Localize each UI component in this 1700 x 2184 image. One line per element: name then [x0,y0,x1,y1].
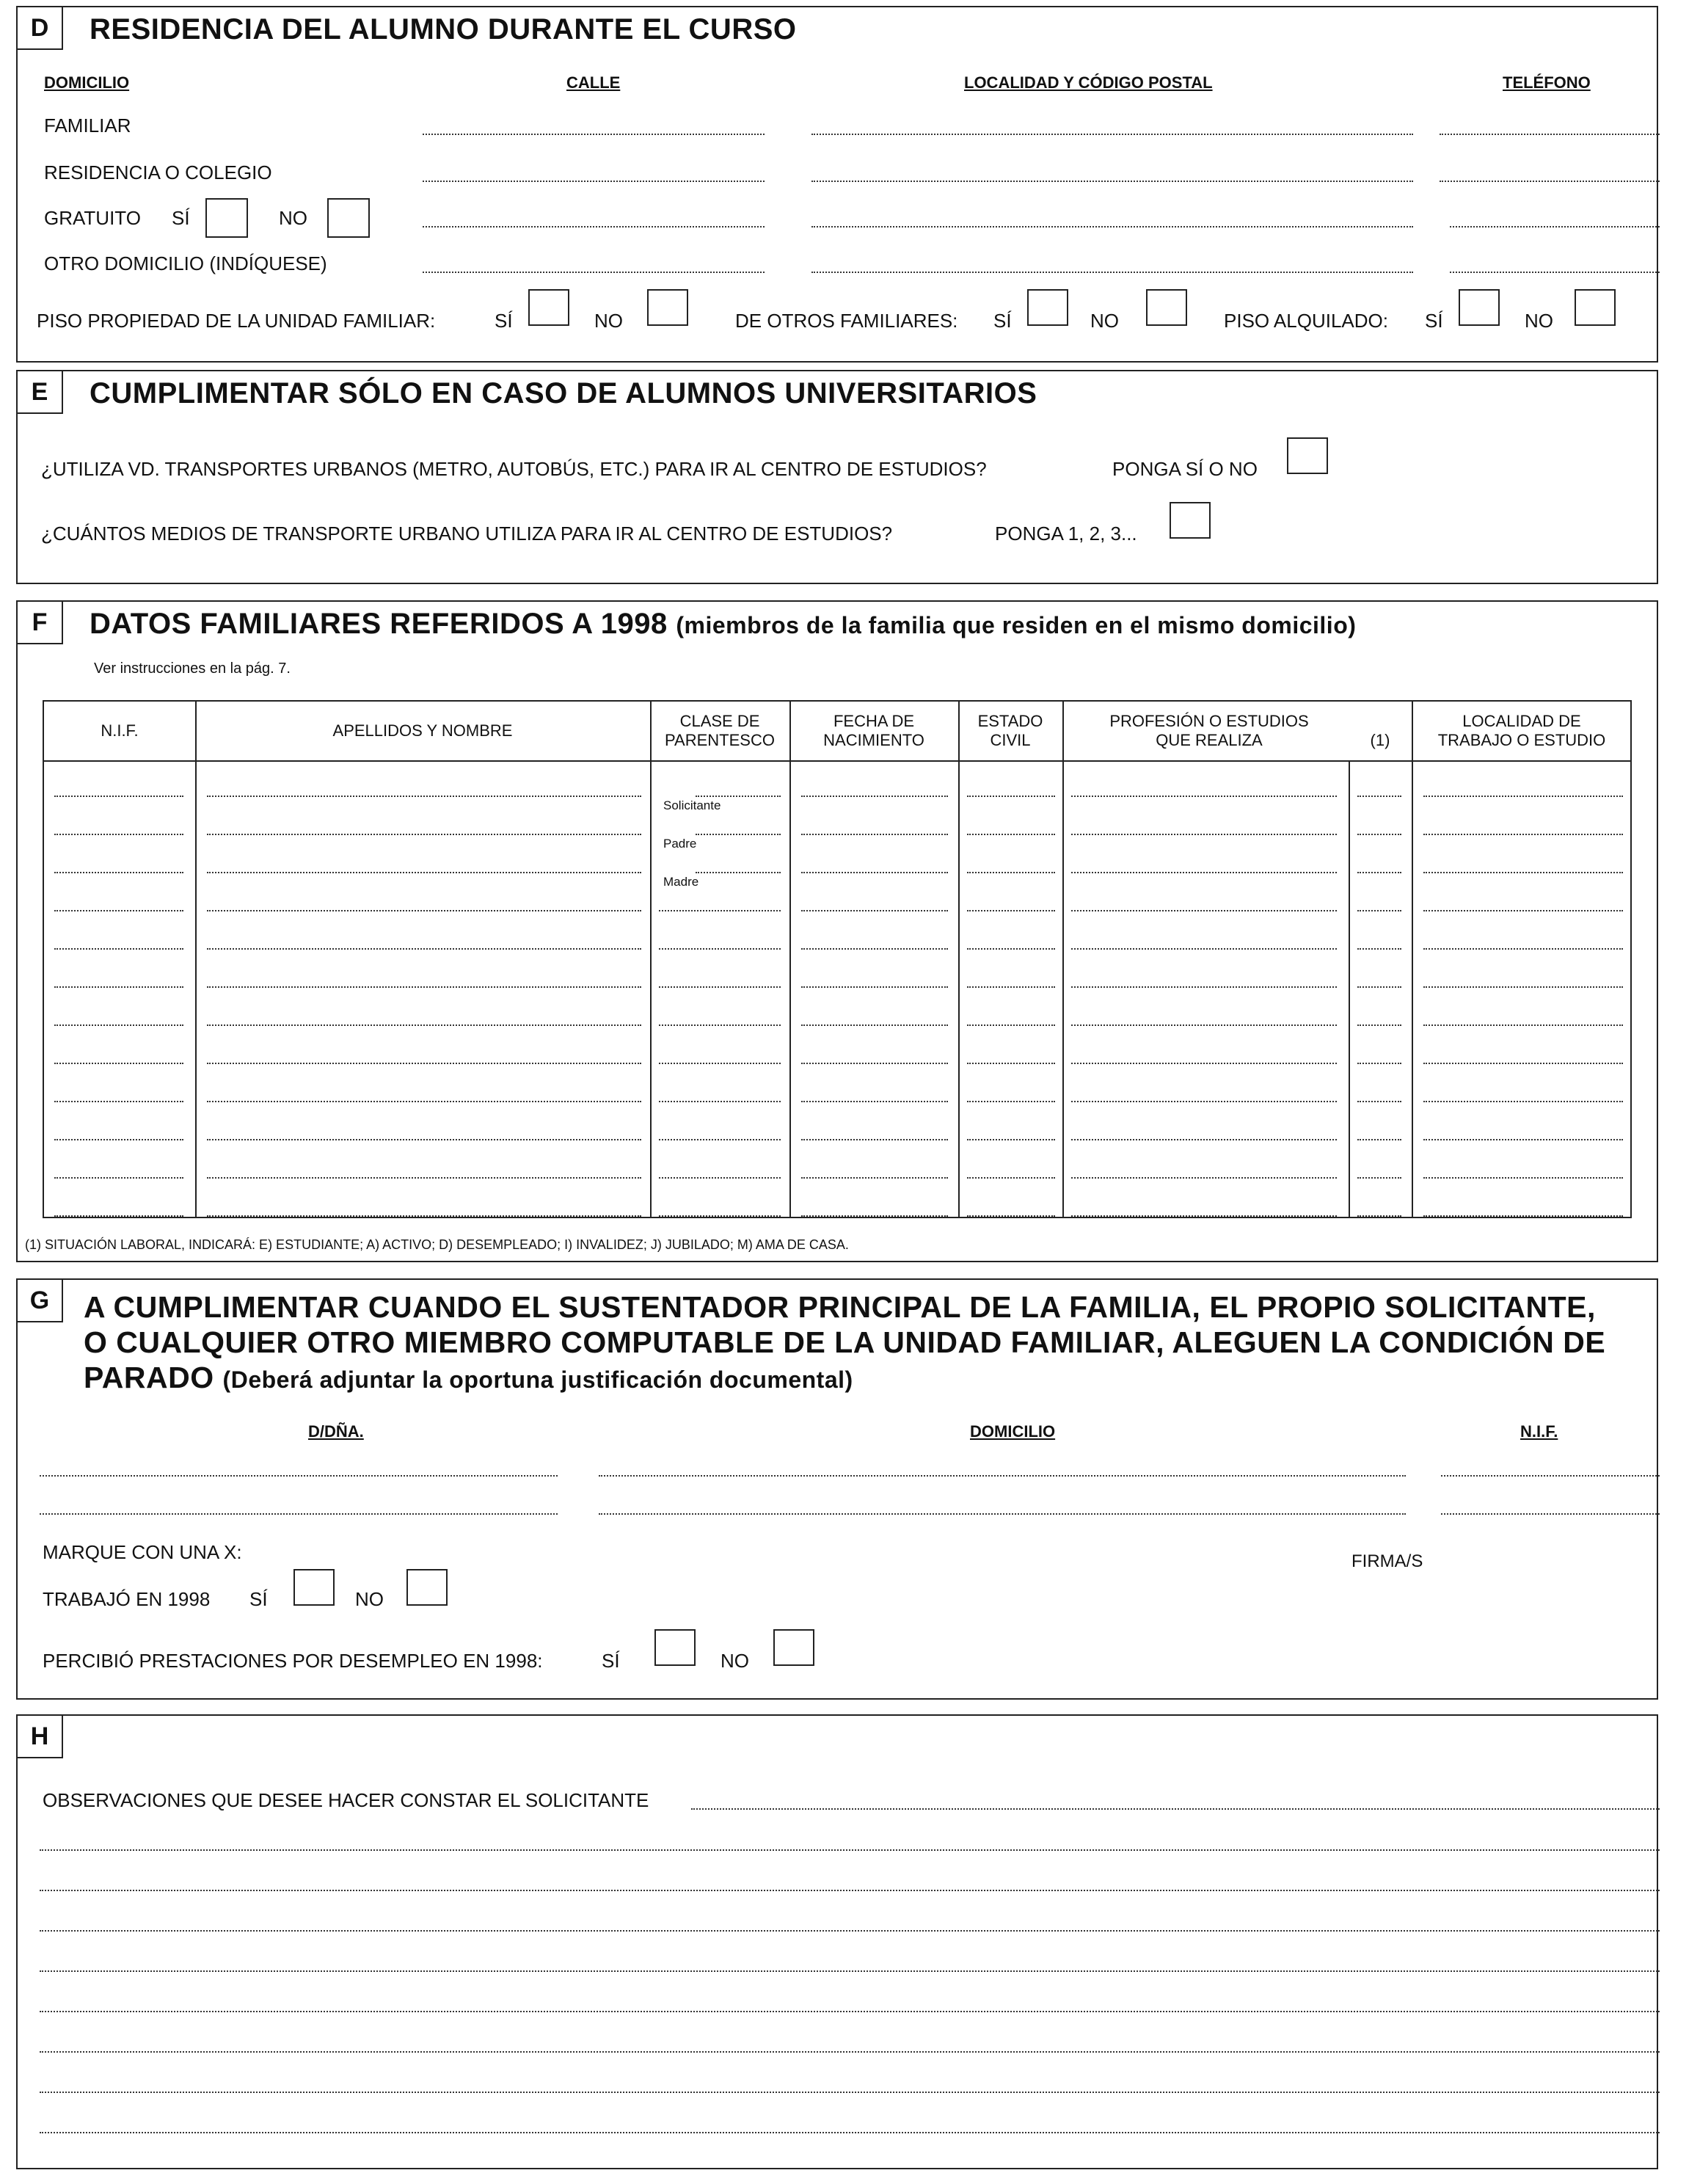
label-otro-domicilio: OTRO DOMICILIO (INDÍQUESE) [44,252,327,274]
h-observaciones-line[interactable] [40,1930,1660,1932]
family-table-cell[interactable] [1423,1139,1623,1140]
g-nif-field-2[interactable] [1441,1513,1660,1515]
family-table-cell[interactable] [1071,1101,1337,1102]
family-table-cell[interactable] [1071,910,1337,911]
family-table-cell[interactable] [207,1215,641,1217]
family-table-cell[interactable] [1357,1101,1401,1102]
label-otros-familiares: DE OTROS FAMILIARES: [735,310,958,332]
family-table-cell[interactable] [659,910,781,911]
g-trabajo-si-label: SÍ [249,1588,268,1610]
g-header-domicilio: DOMICILIO [970,1422,1056,1441]
family-table-cell[interactable] [1357,796,1401,797]
family-table-cell[interactable] [1423,834,1623,835]
e-q1-label: ¿UTILIZA VD. TRANSPORTES URBANOS (METRO, AUTOBÚS, ETC.) PARA IR AL CENTRO DE ESTUDIOS? [41,458,987,480]
family-table-cell[interactable] [801,1177,948,1179]
h-observaciones-line[interactable] [40,2051,1660,2053]
family-table-cell[interactable] [1423,1177,1623,1179]
family-table-cell[interactable] [801,1215,948,1217]
family-table-cell[interactable] [54,986,183,988]
family-table-cell[interactable] [207,1139,641,1140]
section-d-letter: D [18,7,63,50]
g-dona-field-1[interactable] [40,1475,558,1477]
family-table-cell[interactable] [1423,1063,1623,1064]
family-table-cell[interactable] [207,1063,641,1064]
section-f-title-main: DATOS FAMILIARES REFERIDOS A 1998 [90,608,668,640]
g-trabajo-label: TRABAJÓ EN 1998 [43,1588,211,1610]
col-localidad-trabajo: LOCALIDAD DE TRABAJO O ESTUDIO [1437,712,1606,749]
col-estado-civil: ESTADO CIVIL [977,712,1043,749]
piso-alquilado-si-label: SÍ [1425,310,1443,332]
family-table-cell[interactable] [54,834,183,835]
g-domicilio-field-2[interactable] [599,1513,1406,1515]
gratuito-no-checkbox[interactable] [327,198,370,238]
section-e-title: CUMPLIMENTAR SÓLO EN CASO DE ALUMNOS UNIVERSITARIOS [90,377,1037,410]
label-piso-propiedad: PISO PROPIEDAD DE LA UNIDAD FAMILIAR: [37,310,436,332]
family-table-cell[interactable] [54,1177,183,1179]
g-header-dona: D/DÑA. [308,1422,364,1441]
h-observaciones-line[interactable] [40,1890,1660,1891]
family-table-cell[interactable] [659,1063,781,1064]
family-table-cell[interactable] [1357,1063,1401,1064]
label-residencia: RESIDENCIA O COLEGIO [44,161,272,183]
piso-alquilado-si-checkbox[interactable] [1459,289,1500,326]
family-table-cell[interactable] [54,910,183,911]
h-observaciones-line[interactable] [40,1849,1660,1851]
gratuito-localidad-field[interactable] [811,226,1413,228]
family-table-cell[interactable] [1357,986,1401,988]
col-situacion-laboral: (1) [1370,731,1390,749]
g-firma-label: FIRMA/S [1351,1551,1423,1571]
family-table-cell[interactable] [1357,1215,1401,1217]
g-trabajo-no-checkbox[interactable] [406,1569,448,1606]
residencia-telefono-field[interactable] [1440,181,1660,182]
section-d [16,6,1658,363]
family-table-cell[interactable] [1423,1101,1623,1102]
family-table-cell[interactable] [967,1063,1055,1064]
col-profesion: PROFESIÓN O ESTUDIOS QUE REALIZA [1109,712,1309,749]
family-table-cell[interactable] [1071,796,1337,797]
family-table-cell[interactable] [1423,872,1623,873]
otro-telefono-field[interactable] [1450,272,1660,273]
label-piso-alquilado: PISO ALQUILADO: [1224,310,1388,332]
g-percibio-si-checkbox[interactable] [654,1629,696,1666]
section-g-letter: G [18,1280,63,1322]
family-table-cell[interactable] [696,834,781,835]
family-table-cell[interactable] [967,1177,1055,1179]
family-table-cell[interactable] [1071,1177,1337,1179]
family-table-cell[interactable] [801,1139,948,1140]
h-observaciones-label: OBSERVACIONES QUE DESEE HACER CONSTAR EL SOLICITANTE [43,1789,649,1811]
family-table-cell[interactable] [967,1215,1055,1217]
family-table-cell[interactable] [967,948,1055,950]
residencia-calle-field[interactable] [423,181,765,182]
family-table-cell[interactable] [1423,986,1623,988]
family-table-cell[interactable] [659,986,781,988]
header-telefono: TELÉFONO [1503,73,1591,92]
family-table-cell[interactable] [1423,910,1623,911]
section-f [16,600,1658,1262]
family-table-cell[interactable] [967,910,1055,911]
family-table-cell[interactable] [967,872,1055,873]
section-h [16,1714,1658,2169]
family-table-cell[interactable] [801,1024,948,1026]
h-observaciones-line[interactable] [40,2011,1660,2012]
f-instructions: Ver instrucciones en la pág. 7. [94,660,291,677]
family-table-cell[interactable] [54,1139,183,1140]
header-domicilio: DOMICILIO [44,73,130,92]
family-table-cell[interactable] [801,986,948,988]
relation-madre: Madre [663,875,699,889]
family-table-cell[interactable] [967,834,1055,835]
col-parentesco: CLASE DE PARENTESCO [665,712,775,749]
gratuito-si-label: SÍ [172,207,190,229]
family-table-cell[interactable] [801,796,948,797]
family-table-cell[interactable] [207,1101,641,1102]
family-table-cell[interactable] [801,872,948,873]
g-dona-field-2[interactable] [40,1513,558,1515]
section-g-title-line3: PARADO (Deberá adjuntar la oportuna justificación documental) [84,1361,853,1394]
header-localidad: LOCALIDAD Y CÓDIGO POSTAL [964,73,1213,92]
family-table-cell[interactable] [1071,1063,1337,1064]
family-table-cell[interactable] [54,1215,183,1217]
gratuito-telefono-field[interactable] [1450,226,1660,228]
h-observaciones-line[interactable] [40,2092,1660,2093]
e-q2-label: ¿CUÁNTOS MEDIOS DE TRANSPORTE URBANO UTILIZA PARA IR AL CENTRO DE ESTUDIOS? [41,523,893,545]
family-table-cell[interactable] [1423,1024,1623,1026]
piso-propiedad-no-checkbox[interactable] [647,289,688,326]
section-f-title-sub: (miembros de la familia que residen en el mismo domicilio) [676,612,1357,638]
section-f-letter: F [18,602,63,644]
section-g-title-line2: O CUALQUIER OTRO MIEMBRO COMPUTABLE DE LA UNIDAD FAMILIAR, ALEGUEN LA CONDICIÓN DE [84,1325,1606,1359]
piso-propiedad-no-label: NO [594,310,623,332]
family-table-cell[interactable] [801,834,948,835]
family-table-cell[interactable] [207,948,641,950]
family-table-cell[interactable] [1357,872,1401,873]
family-table-cell[interactable] [801,948,948,950]
family-table-cell[interactable] [659,1139,781,1140]
e-q1-answer-box[interactable] [1287,437,1328,474]
family-table-cell[interactable] [967,1101,1055,1102]
family-table-cell[interactable] [801,1063,948,1064]
g-header-nif: N.I.F. [1520,1422,1558,1441]
piso-alquilado-no-checkbox[interactable] [1575,289,1616,326]
col-nombre: APELLIDOS Y NOMBRE [332,721,513,740]
family-table-cell[interactable] [801,1101,948,1102]
header-calle: CALLE [566,73,621,92]
family-table-cell[interactable] [1071,986,1337,988]
h-observaciones-line[interactable] [40,1970,1660,1972]
e-q2-answer-box[interactable] [1170,502,1211,539]
familiar-telefono-field[interactable] [1440,134,1660,135]
section-d-title: RESIDENCIA DEL ALUMNO DURANTE EL CURSO [90,13,797,46]
family-table-cell[interactable] [967,1024,1055,1026]
family-table-cell[interactable] [1423,796,1623,797]
h-observaciones-line-1[interactable] [691,1808,1660,1810]
gratuito-si-checkbox[interactable] [205,198,248,238]
family-table-cell[interactable] [659,1101,781,1102]
g-marque-label: MARQUE CON UNA X: [43,1541,242,1563]
family-table-cell[interactable] [1071,1139,1337,1140]
familiar-calle-field[interactable] [423,134,765,135]
otro-calle-field[interactable] [423,272,765,273]
family-table-cell[interactable] [54,796,183,797]
otro-localidad-field[interactable] [811,272,1413,273]
family-table-cell[interactable] [967,1139,1055,1140]
residencia-localidad-field[interactable] [811,181,1413,182]
family-table-cell[interactable] [659,1177,781,1179]
section-e-letter: E [18,371,63,414]
family-table-cell[interactable] [1071,1215,1337,1217]
family-table-cell[interactable] [1423,948,1623,950]
e-q1-hint: PONGA SÍ O NO [1112,458,1258,480]
section-e [16,370,1658,584]
family-table [43,700,1632,1218]
gratuito-calle-field[interactable] [423,226,765,228]
family-table-cell[interactable] [1071,948,1337,950]
family-table-cell[interactable] [1071,834,1337,835]
section-g-title-line1: A CUMPLIMENTAR CUANDO EL SUSTENTADOR PRINCIPAL DE LA FAMILIA, EL PROPIO SOLICITANTE, [84,1290,1596,1324]
piso-alquilado-no-label: NO [1525,310,1553,332]
family-table-cell[interactable] [967,796,1055,797]
family-table-cell[interactable] [207,1024,641,1026]
family-table-cell[interactable] [659,1215,781,1217]
family-table-cell[interactable] [659,948,781,950]
family-table-cell[interactable] [659,1024,781,1026]
relation-solicitante: Solicitante [663,798,721,812]
family-table-cell[interactable] [1357,1177,1401,1179]
piso-propiedad-si-checkbox[interactable] [528,289,569,326]
family-table-cell[interactable] [207,910,641,911]
e-q2-hint: PONGA 1, 2, 3... [995,523,1137,545]
family-table-cell[interactable] [1423,1215,1623,1217]
f-footnote: (1) SITUACIÓN LABORAL, INDICARÁ: E) ESTUDIANTE; A) ACTIVO; D) DESEMPLEADO; I) INVALIDEZ; J) JUBILADO; M) AMA DE CASA. [25,1237,849,1252]
g-domicilio-field-1[interactable] [599,1475,1406,1477]
family-table-cell[interactable] [54,1063,183,1064]
family-table-cell[interactable] [54,872,183,873]
label-gratuito: GRATUITO [44,207,141,229]
gratuito-no-label: NO [279,207,307,229]
family-table-cell[interactable] [207,986,641,988]
otros-familiares-no-label: NO [1090,310,1119,332]
g-trabajo-no-label: NO [355,1588,384,1610]
family-table-cell[interactable] [1357,1024,1401,1026]
family-table-cell[interactable] [54,1024,183,1026]
label-familiar: FAMILIAR [44,114,131,136]
g-percibio-no-label: NO [721,1650,749,1672]
family-table-cell[interactable] [1357,834,1401,835]
otros-familiares-si-checkbox[interactable] [1027,289,1068,326]
family-table-cell[interactable] [207,1177,641,1179]
family-table-cell[interactable] [207,872,641,873]
family-table-cell[interactable] [696,796,781,797]
col-nif: N.I.F. [101,721,139,740]
g-percibio-si-label: SÍ [602,1650,620,1672]
section-h-letter: H [18,1716,63,1758]
family-table-cell[interactable] [1357,948,1401,950]
h-observaciones-line[interactable] [40,2132,1660,2133]
family-table-cell[interactable] [1071,1024,1337,1026]
otros-familiares-no-checkbox[interactable] [1146,289,1187,326]
relation-padre: Padre [663,837,697,851]
family-table-cell[interactable] [801,910,948,911]
family-table-cell[interactable] [54,948,183,950]
otros-familiares-si-label: SÍ [993,310,1012,332]
family-table-cell[interactable] [1357,910,1401,911]
family-table-cell[interactable] [1071,872,1337,873]
family-table-cell[interactable] [967,986,1055,988]
family-table-cell[interactable] [54,1101,183,1102]
g-trabajo-si-checkbox[interactable] [293,1569,335,1606]
g-nif-field-1[interactable] [1441,1475,1660,1477]
piso-propiedad-si-label: SÍ [495,310,513,332]
family-table-cell[interactable] [696,872,781,873]
family-table-cell[interactable] [207,834,641,835]
section-f-title [90,608,1356,641]
familiar-localidad-field[interactable] [811,134,1413,135]
g-percibio-no-checkbox[interactable] [773,1629,814,1666]
family-table-cell[interactable] [207,796,641,797]
g-percibio-label: PERCIBIÓ PRESTACIONES POR DESEMPLEO EN 1998: [43,1650,543,1672]
col-fecha-nacimiento: FECHA DE NACIMIENTO [823,712,924,749]
family-table-cell[interactable] [1357,1139,1401,1140]
section-g [16,1278,1658,1700]
